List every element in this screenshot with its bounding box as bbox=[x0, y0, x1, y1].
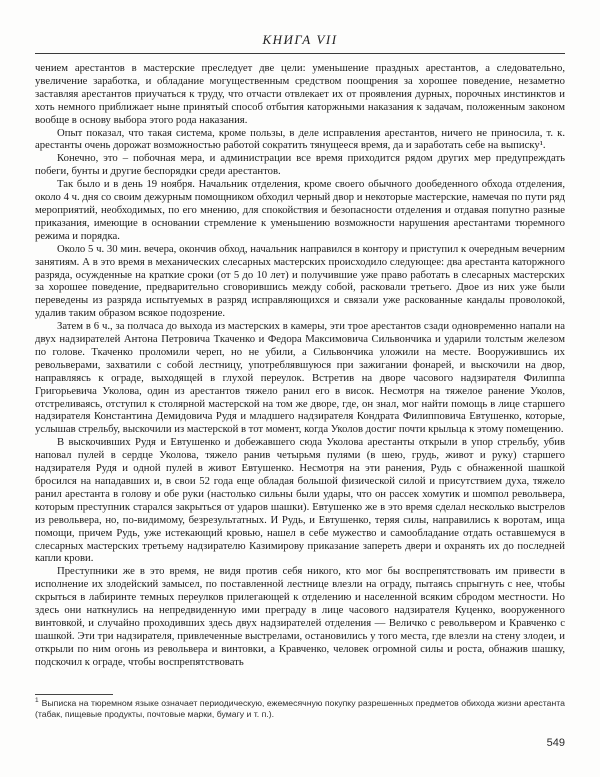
paragraph: Так было и в день 19 ноября. Начальник отделения, кроме своего обычного дообеденного обхода отделения, около 4 ч. дня со своим дежурным помощником обходил черный двор и некоторые мастерские, намечая по пути ряд мероприятий, необходимых, по его мнению, для спокойствия и безопасности отделения и отдавая попутно разные приказания, имеющие в основании стремление к уменьшению возможности нарушения арестантами тюремного режима и порядка. bbox=[35, 178, 565, 242]
footnote bbox=[35, 698, 565, 720]
footnote-rule bbox=[35, 694, 113, 695]
body-text bbox=[35, 62, 565, 669]
running-head bbox=[35, 32, 565, 54]
paragraph: Около 5 ч. 30 мин. вечера, окончив обход, начальник направился в контору и приступил к очередным вечерним занятиям. А в это время в механических слесарных мастерских происходило следующее: два арестанта каторжного разряда, осужденные на краткие сроки (от 5 до 10 лет) и получившие уже право работать в слесарных мастерских за хорошее поведение, предварительно сговорившись между собой, расковали третьего. Двое из них уже были переведены из разряда испытуемых в разряд исправляющихся и связали уже раскованные кандалы проволокой, удалив таким образом всякое подозрение. bbox=[35, 242, 565, 320]
paragraph: Преступники же в это время, не видя против себя никого, кто мог бы воспрепятствовать им привести в исполнение их злодейский замысел, по поставленной лестнице влезли на ограду, пытаясь спрыгнуть с нее, чтобы скрыться в лабиринте темных переулков прилегающей к отделению и населенной всяким сбродом местности. Но здесь они наткнулись на непредвиденную ими преграду в лице часового надзирателя Куценко, вооруженного винтовкой, и случайно проходивших здесь двух надзирателей отделения — Величко с револьвером и Кравченко с шашкой. Эти три надзирателя, привлеченные выстрелами, остановились у того места, где влезли на стену злодеи, и открыли по ним огонь из револьвера и винтовки, а Кравченко, человек огромной силы и роста, обнажив шашку, подскочил к ограде, чтобы воспрепятствовать bbox=[35, 565, 565, 668]
paragraph: Опыт показал, что такая система, кроме пользы, в деле исправления арестантов, ничего не приносила, т. к. арестанты очень дорожат возможностью работой сократить тянущееся время, да и заработать себе на выписку¹. bbox=[35, 126, 565, 152]
paragraph: Затем в 6 ч., за полчаса до выхода из мастерских в камеры, эти трое арестантов сзади одновременно напали на двух надзирателей Антона Петровича Ткаченко и Федора Максимовича Сильвончика и ударили толстым железом по голове. Ткаченко проломили череп, но не убили, а Сильвончика уложили на месте. Вооружившись их револьверами, захватили с собой лестницу, употреблявшуюся при зажигании фонарей, и выскочили на двор, направляясь к ограде, выходящей в глухой переулок. Встретив на дворе часового надзирателя Филиппа Григорьевича Уколова, один из арестантов тяжело ранил его в висок. Несмотря на тяжелое ранение Уколов, отстреливаясь, отступил к столярной мастерской на том же дворе, где, он знал, мог найти помощь в лице старшего надзирателя Константина Демидовича Рудя и младшего надзирателя Кондрата Филипповича Евтушенко, которые, услышав стрельбу, выскочили из мастерской в тот момент, когда Уколов достиг почти крыльца к этому помещению. bbox=[35, 320, 565, 436]
chapter-heading: КНИГА VII bbox=[262, 32, 338, 47]
paragraph-continuation: чением арестантов в мастерские преследует две цели: уменьшение праздных арестантов, а следовательно, увеличение заработка, и обладание могущественным средством поощрения за хорошее поведение, незаметно заставляя арестантов приучаться к труду, что отчасти отвлекает их от проявления дурных, порочных инстинктов и хоть немного приближает ныне принятый способ отбытия каторжными наказания к задачам, положенным законом вообще в основу выбора этого рода наказания. bbox=[35, 62, 565, 126]
footnote-text: Выписка на тюремном языке означает периодическую, ежемесячную покупку разрешенных предметов обихода жизни арестанта (табак, пищевые продукты, почтовые марки, бумагу и т. п.). bbox=[35, 698, 565, 719]
paragraph: В выскочивших Рудя и Евтушенко и добежавшего сюда Уколова арестанты открыли в упор стрельбу, убив наповал пулей в сердце Уколова, тяжело ранив четырьмя пулями (в шею, грудь, живот и руку) старшего надзирателя Рудя и одной пулей в живот Евтушенко. Несмотря на эти ранения, Рудь с обнаженной шашкой бросился на нападавших и, в свои 52 года еще обладая большой физической силой и присутствием духа, тяжело ранил арестанта в голову и обе руки (настолько сильны были удары, что он рассек хомутик и шомпол револьвера, которым преступник старался закрыться от ударов шашки). Евтушенко же в это время сделал несколько выстрелов из револьвера, но, по-видимому, безрезультатных. И Рудь, и Евтушенко, теряя силы, направились к воротам, ища помощи, причем Рудь, уже истекающий кровью, нашел в себе мужество и самообладание отдать оставшемуся в слесарных мастерских третьему надзирателю Казимирову приказание запереть двери и охранять их до последней капли крови. bbox=[35, 436, 565, 565]
paragraph: Конечно, это – побочная мера, и администрации все время приходится рядом других мер предупреждать побеги, бунты и другие беспорядки среди арестантов. bbox=[35, 152, 565, 178]
page-number: 549 bbox=[546, 737, 565, 749]
footnote-marker: 1 bbox=[35, 697, 39, 705]
header-rule bbox=[35, 53, 565, 54]
footnote-block bbox=[35, 694, 565, 720]
